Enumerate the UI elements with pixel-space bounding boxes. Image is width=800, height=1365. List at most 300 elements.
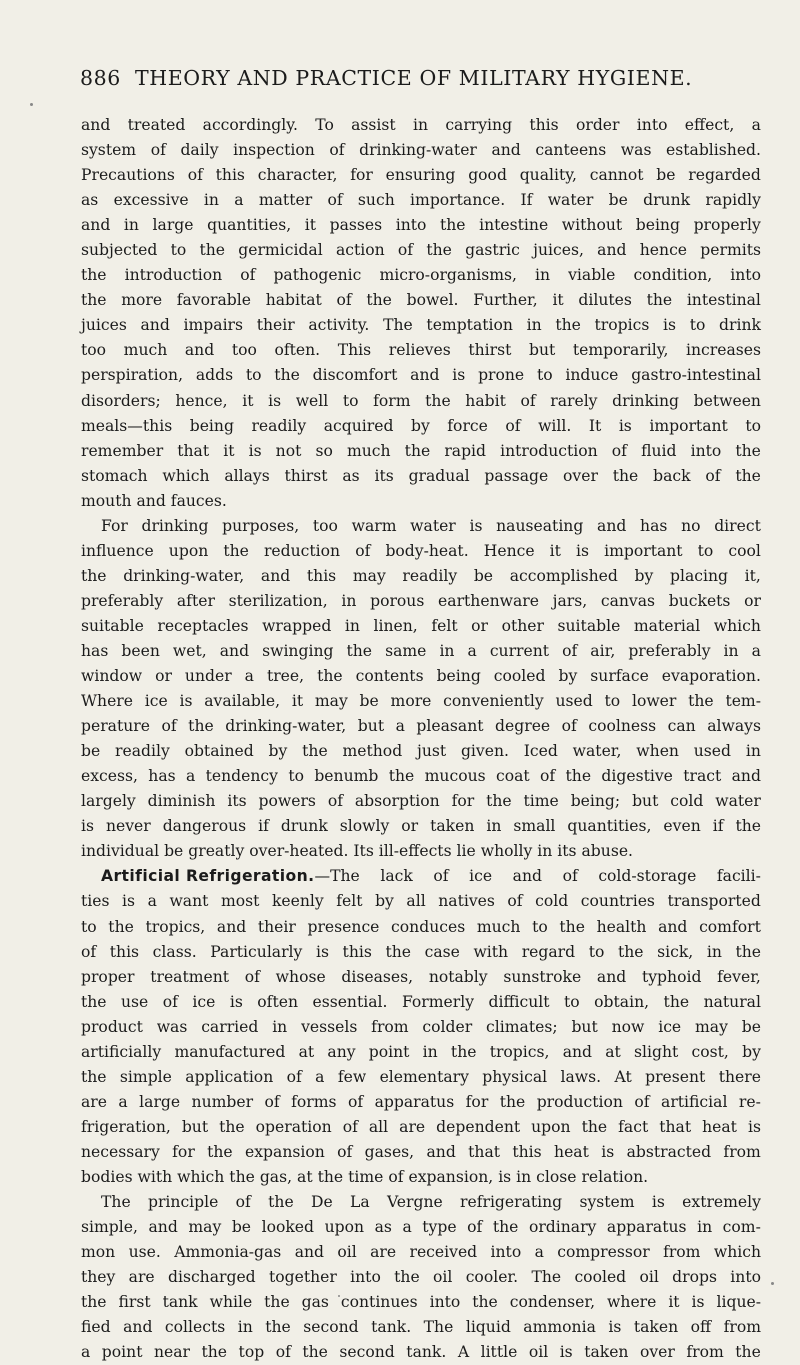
word: from xyxy=(371,1017,409,1036)
text-line xyxy=(81,714,761,739)
text-line xyxy=(81,213,761,238)
word: readily xyxy=(251,416,307,435)
word: over-heated. xyxy=(249,842,349,861)
word: ensuring xyxy=(385,166,456,185)
word: large xyxy=(152,216,194,235)
text-line xyxy=(81,514,761,539)
word: back xyxy=(653,466,691,485)
word: To xyxy=(315,116,334,134)
word: in xyxy=(697,1218,713,1237)
word: to xyxy=(604,692,621,711)
word: carrying xyxy=(445,116,513,134)
word: drinking xyxy=(612,391,680,410)
word: accomplished xyxy=(509,566,618,585)
word: important xyxy=(649,416,728,435)
word: will. xyxy=(538,416,572,435)
word: buckets xyxy=(668,591,731,610)
word: and xyxy=(658,917,688,936)
section-heading: Artificial Refrigeration. xyxy=(101,867,315,886)
word: dangerous xyxy=(162,817,247,836)
word: under xyxy=(184,667,232,686)
word: a xyxy=(147,892,157,911)
word: and xyxy=(219,641,250,660)
word: is xyxy=(81,817,94,836)
word: a xyxy=(467,641,477,660)
word: is xyxy=(608,1318,622,1337)
word: discomfort xyxy=(312,366,398,385)
word: oil xyxy=(528,1343,549,1362)
word: quantities, xyxy=(207,216,292,235)
word: water xyxy=(410,516,456,535)
word: sterilization, xyxy=(228,591,328,610)
word: tank xyxy=(162,1293,198,1312)
word: the xyxy=(404,441,431,460)
word: countries xyxy=(580,892,655,911)
word: of xyxy=(397,241,414,260)
word: which xyxy=(713,1243,761,1262)
word: is xyxy=(315,942,329,961)
word: upon xyxy=(324,1218,365,1237)
word: Particularly xyxy=(210,942,303,961)
word: and xyxy=(597,516,627,535)
word: condenser, xyxy=(509,1293,596,1312)
text-line xyxy=(81,1040,761,1065)
word: into xyxy=(429,1293,461,1312)
word: action xyxy=(335,241,385,260)
word: placing xyxy=(669,566,728,585)
page-speck xyxy=(30,103,33,106)
word: to xyxy=(342,391,359,410)
word: intestine xyxy=(479,216,549,235)
word: ammonia xyxy=(523,1318,596,1337)
word: tropics, xyxy=(489,1042,550,1061)
word: too xyxy=(81,341,107,360)
word: —The xyxy=(314,867,360,886)
word: of xyxy=(336,291,352,310)
word: but xyxy=(632,792,659,811)
word: is xyxy=(691,1293,705,1312)
word: essential. xyxy=(312,992,388,1011)
word: it xyxy=(668,1293,680,1312)
word: introduction xyxy=(124,266,223,285)
word: be xyxy=(164,842,184,861)
word: transported xyxy=(667,892,761,911)
word: taken xyxy=(633,1318,679,1337)
word: for xyxy=(172,1142,195,1161)
word: their xyxy=(257,917,296,936)
word: it xyxy=(549,541,561,560)
text-line xyxy=(81,489,761,514)
word: reduction xyxy=(263,541,341,560)
word: the xyxy=(81,992,107,1011)
word: Precautions xyxy=(81,166,175,185)
word: is xyxy=(248,441,262,460)
text-line xyxy=(81,1340,761,1365)
word: sick, xyxy=(657,942,694,961)
word: conduces xyxy=(391,917,466,936)
word: cold xyxy=(535,892,569,911)
word: obtained xyxy=(184,742,254,761)
word: it, xyxy=(744,566,761,585)
word: meals—this xyxy=(81,416,173,435)
word: the xyxy=(450,1042,477,1061)
word: or xyxy=(155,667,172,686)
word: has xyxy=(640,516,668,535)
word: rarely xyxy=(550,391,598,410)
word: for xyxy=(350,166,373,185)
word: notably xyxy=(428,967,488,986)
word: passes xyxy=(329,216,383,235)
word: powers xyxy=(258,792,316,811)
word: the xyxy=(207,1142,233,1161)
word: The xyxy=(423,1318,454,1337)
text-line xyxy=(81,389,761,414)
word: but xyxy=(528,341,556,360)
word: from xyxy=(686,1343,724,1362)
word: temporarily, xyxy=(572,341,669,360)
word: of xyxy=(329,141,345,160)
word: the xyxy=(426,241,452,260)
word: the xyxy=(264,1293,290,1312)
word: and xyxy=(123,1318,153,1337)
word: into xyxy=(395,216,427,235)
word: of xyxy=(240,266,256,285)
word: effect, xyxy=(684,116,735,134)
word: jars, xyxy=(552,591,588,610)
word: of xyxy=(327,792,343,811)
word: application xyxy=(185,1067,274,1086)
word: continues xyxy=(340,1293,418,1312)
word: heat xyxy=(554,1142,589,1161)
word: direct xyxy=(714,516,761,535)
word: and xyxy=(597,241,627,260)
word: or xyxy=(744,591,761,610)
text-line xyxy=(81,338,761,363)
word: the xyxy=(735,817,761,836)
word: treated xyxy=(127,116,186,134)
word: but xyxy=(181,1117,209,1136)
word: elementary xyxy=(379,1067,469,1086)
word: greatly xyxy=(188,842,245,861)
word: to xyxy=(564,992,580,1011)
word: La xyxy=(350,1193,370,1212)
word: activity. xyxy=(308,316,370,335)
word: from xyxy=(723,1318,761,1337)
text-line xyxy=(81,990,761,1015)
word: obtain, xyxy=(594,992,650,1011)
word: this xyxy=(512,1142,542,1161)
word: purposes, xyxy=(222,516,300,535)
text-line xyxy=(81,539,761,564)
word: and xyxy=(184,341,215,360)
word: Ammonia-gas xyxy=(174,1243,282,1262)
word: the xyxy=(188,717,214,736)
word: ordinary xyxy=(528,1218,597,1237)
word: order xyxy=(575,116,620,134)
word: given. xyxy=(460,742,509,761)
word: when xyxy=(636,742,679,761)
word: pleasant xyxy=(416,717,484,736)
heading-with-dash xyxy=(101,864,360,889)
word: that xyxy=(177,441,210,460)
word: micro-organisms, xyxy=(379,266,517,285)
text-line xyxy=(81,915,761,940)
word: fluid xyxy=(641,441,677,460)
word: second xyxy=(339,1343,395,1362)
word: the xyxy=(425,391,451,410)
word: necessary xyxy=(81,1142,160,1161)
word: canteens xyxy=(535,141,607,160)
word: into xyxy=(690,441,722,460)
word: well xyxy=(295,391,329,410)
word: Formerly xyxy=(401,992,475,1011)
word: of xyxy=(433,867,449,886)
word: as xyxy=(342,466,360,485)
word: product xyxy=(81,1017,143,1036)
word: it xyxy=(304,216,317,235)
word: be xyxy=(231,1218,252,1237)
word: tree, xyxy=(266,667,305,686)
word: refrigerating xyxy=(460,1193,563,1212)
word: by xyxy=(375,892,394,911)
word: It xyxy=(588,416,602,435)
word: drinking-water xyxy=(359,141,477,160)
word: this xyxy=(109,942,140,961)
word: conveniently xyxy=(443,692,544,711)
word: operation xyxy=(255,1117,332,1136)
word: the xyxy=(268,1193,294,1212)
text-line xyxy=(81,1090,761,1115)
word: off xyxy=(690,1318,712,1337)
word: of xyxy=(520,391,536,410)
word: be xyxy=(473,566,494,585)
word: between xyxy=(693,391,761,410)
word: the xyxy=(565,767,592,786)
word: dependent xyxy=(436,1117,521,1136)
word: wrapped xyxy=(262,616,332,635)
word: the xyxy=(219,1117,245,1136)
text-line xyxy=(81,238,761,263)
word: at xyxy=(605,1042,621,1061)
word: by xyxy=(268,742,288,761)
word: oil xyxy=(639,1268,659,1287)
word: liquid xyxy=(465,1318,511,1337)
word: manufactured xyxy=(174,1042,286,1061)
word: perature xyxy=(81,717,150,736)
word: a xyxy=(234,191,244,210)
word: De xyxy=(310,1193,333,1212)
word: drink xyxy=(719,316,761,335)
word: use. xyxy=(128,1243,161,1262)
word: the xyxy=(492,1218,519,1237)
word: use xyxy=(121,992,149,1011)
word: may xyxy=(352,566,386,585)
word: that xyxy=(468,1142,501,1161)
text-line xyxy=(81,789,761,814)
word: fied xyxy=(81,1318,111,1337)
word: fact xyxy=(618,1117,649,1136)
word: and xyxy=(410,366,440,385)
word: in xyxy=(535,266,551,285)
word: perspiration, xyxy=(81,366,184,385)
word: has xyxy=(81,641,109,660)
word: its xyxy=(374,466,394,485)
word: ties xyxy=(81,892,110,911)
word: of xyxy=(388,1167,404,1186)
word: The xyxy=(101,1193,131,1212)
word: may xyxy=(188,1218,222,1237)
text-line xyxy=(81,639,761,664)
word: can xyxy=(667,717,696,736)
word: simple xyxy=(119,1067,172,1086)
word: contents xyxy=(355,667,424,686)
word: that xyxy=(659,1117,692,1136)
word: accordingly. xyxy=(202,116,298,134)
word: as xyxy=(374,1218,392,1237)
word: compressor xyxy=(557,1243,650,1262)
word: ice xyxy=(469,867,493,886)
word: may xyxy=(695,1017,728,1036)
word: the xyxy=(388,767,415,786)
word: induce xyxy=(565,366,619,385)
word: Where xyxy=(81,692,133,711)
word: in xyxy=(516,1167,532,1186)
word: excessive xyxy=(113,191,189,210)
word: if xyxy=(258,817,269,836)
word: production xyxy=(536,1092,623,1111)
word: oil xyxy=(433,1268,453,1287)
word: used xyxy=(693,742,732,761)
page-number: 886 xyxy=(80,66,121,90)
word: importance. xyxy=(410,191,506,210)
text-line xyxy=(81,113,761,138)
word: in xyxy=(344,616,360,635)
word: of xyxy=(507,892,523,911)
word: into xyxy=(350,1268,381,1287)
word: no xyxy=(681,516,701,535)
word: being xyxy=(436,667,481,686)
word: of xyxy=(347,1092,364,1111)
word: tem- xyxy=(725,692,761,711)
word: wet, xyxy=(172,641,207,660)
text-line xyxy=(81,1115,761,1140)
word: drunk xyxy=(280,817,328,836)
word: fever, xyxy=(717,967,761,986)
word: by xyxy=(634,566,654,585)
word: drinking xyxy=(141,516,209,535)
word: matter xyxy=(258,191,313,210)
word: and xyxy=(596,967,627,986)
word: but xyxy=(571,1017,598,1036)
word: and xyxy=(731,767,761,786)
word: allays xyxy=(224,466,270,485)
word: lie xyxy=(456,842,476,861)
word: discharged xyxy=(167,1268,256,1287)
word: large xyxy=(139,1092,181,1111)
word: is xyxy=(498,1167,512,1186)
word: quantities, xyxy=(567,817,652,836)
word: material xyxy=(633,616,701,635)
word: case xyxy=(424,942,460,961)
word: readily xyxy=(115,742,170,761)
text-line xyxy=(81,839,761,864)
word: heat xyxy=(702,1117,737,1136)
word: is xyxy=(559,1343,573,1362)
word: and xyxy=(81,116,111,134)
word: is xyxy=(663,316,677,335)
word: and xyxy=(562,1042,593,1061)
word: where xyxy=(607,1293,657,1312)
word: nauseating xyxy=(496,516,584,535)
word: earthenware xyxy=(438,591,539,610)
word: tendency xyxy=(205,767,278,786)
word: to xyxy=(745,416,761,435)
body-text xyxy=(81,113,761,1365)
word: now xyxy=(611,1017,645,1036)
word: passage xyxy=(484,466,549,485)
word: preferably xyxy=(628,641,711,660)
word: system xyxy=(579,1193,635,1212)
word: a xyxy=(751,116,761,134)
word: ice xyxy=(192,992,216,1011)
word: system xyxy=(81,141,137,160)
word: they xyxy=(81,1268,116,1287)
word: digestive xyxy=(601,767,673,786)
word: to xyxy=(536,366,553,385)
word: lique- xyxy=(716,1293,761,1312)
word: Vergne xyxy=(386,1193,443,1212)
word: into xyxy=(490,1243,522,1262)
word: com- xyxy=(722,1218,761,1237)
word: in xyxy=(272,1017,288,1036)
word: natives xyxy=(438,892,495,911)
word: this xyxy=(215,166,245,185)
word: are xyxy=(81,1092,107,1111)
word: not xyxy=(275,441,302,460)
word: germicidal xyxy=(238,241,323,260)
word: of xyxy=(634,1092,650,1111)
word: the xyxy=(81,1067,107,1086)
word: of xyxy=(562,867,578,886)
word: of xyxy=(561,717,577,736)
text-line xyxy=(81,614,761,639)
word: but xyxy=(357,717,385,736)
word: always xyxy=(707,717,761,736)
word: tank. xyxy=(371,1318,412,1337)
word: much xyxy=(346,441,391,460)
word: ice xyxy=(658,1017,682,1036)
word: the xyxy=(317,667,343,686)
word: received xyxy=(409,1243,478,1262)
word: all xyxy=(368,1117,389,1136)
text-line xyxy=(81,1290,761,1315)
word: available, xyxy=(204,692,281,711)
word: cold-storage xyxy=(598,867,697,886)
word: receptacles xyxy=(157,616,249,635)
word: or xyxy=(401,817,419,836)
word: typhoid xyxy=(641,967,702,986)
word: as xyxy=(81,191,99,210)
word: taken xyxy=(430,817,475,836)
word: vessels xyxy=(301,1017,358,1036)
word: health xyxy=(596,917,647,936)
word: viable xyxy=(568,266,616,285)
word: this xyxy=(342,942,372,961)
word: thirst xyxy=(468,341,512,360)
word: hence, xyxy=(175,391,228,410)
word: porous xyxy=(370,591,425,610)
word: the xyxy=(440,216,466,235)
